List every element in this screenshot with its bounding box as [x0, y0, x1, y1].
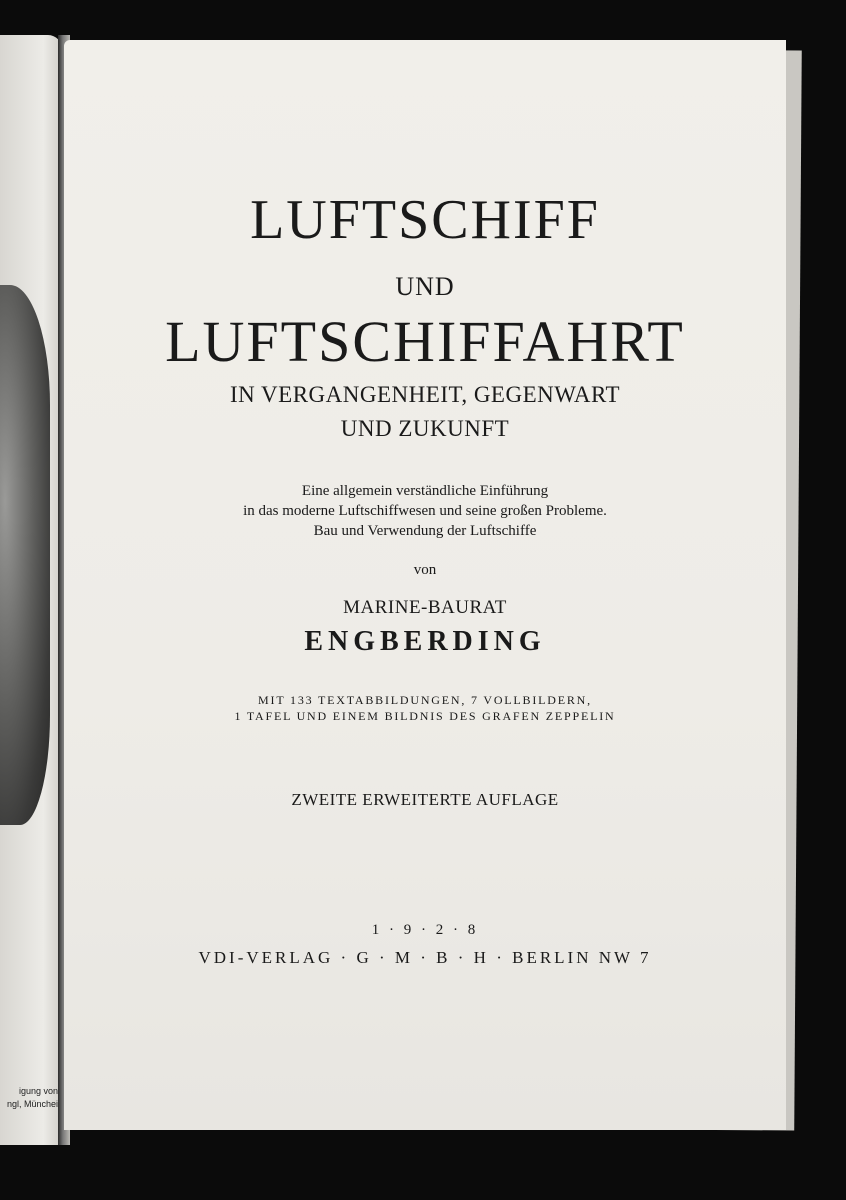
- description-line: in das moderne Luftschiffwesen und seine großen Probleme.: [243, 503, 607, 519]
- facing-page: [0, 35, 62, 1145]
- publication-year: 1 · 9 · 2 · 8: [371, 922, 479, 938]
- frontispiece-caption: [0, 1085, 62, 1111]
- title-conjunction: UND: [395, 272, 455, 301]
- author-name: ENGBERDING: [304, 626, 546, 657]
- publisher-imprint: VDI-VERLAG · G · M · B · H · BERLIN NW 7: [198, 948, 652, 967]
- frontispiece-portrait-image: [0, 285, 50, 825]
- caption-line: igung von: [18, 1086, 58, 1096]
- book-title: LUFTSCHIFF: [250, 189, 600, 251]
- caption-line: ngl, Münchei: [6, 1099, 58, 1109]
- title-page: [64, 40, 786, 1130]
- edition-statement: ZWEITE ERWEITERTE AUFLAGE: [291, 790, 559, 809]
- description-line: Bau und Verwendung der Luftschiffe: [313, 523, 537, 539]
- subtitle-line: IN VERGANGENHEIT, GEGENWART: [229, 382, 621, 407]
- subtitle-line: UND ZUKUNFT: [340, 416, 510, 441]
- illustrations-note: MIT 133 TEXTABBILDUNGEN, 7 VOLLBILDERN,: [258, 693, 592, 707]
- by-label: von: [413, 562, 437, 578]
- description-line: Eine allgemein verständliche Einführung: [301, 483, 549, 499]
- author-rank: MARINE-BAURAT: [343, 597, 507, 618]
- illustrations-note: 1 TAFEL UND EINEM BILDNIS DES GRAFEN ZEPPELIN: [234, 709, 616, 723]
- book-title-second: LUFTSCHIFFAHRT: [165, 309, 685, 374]
